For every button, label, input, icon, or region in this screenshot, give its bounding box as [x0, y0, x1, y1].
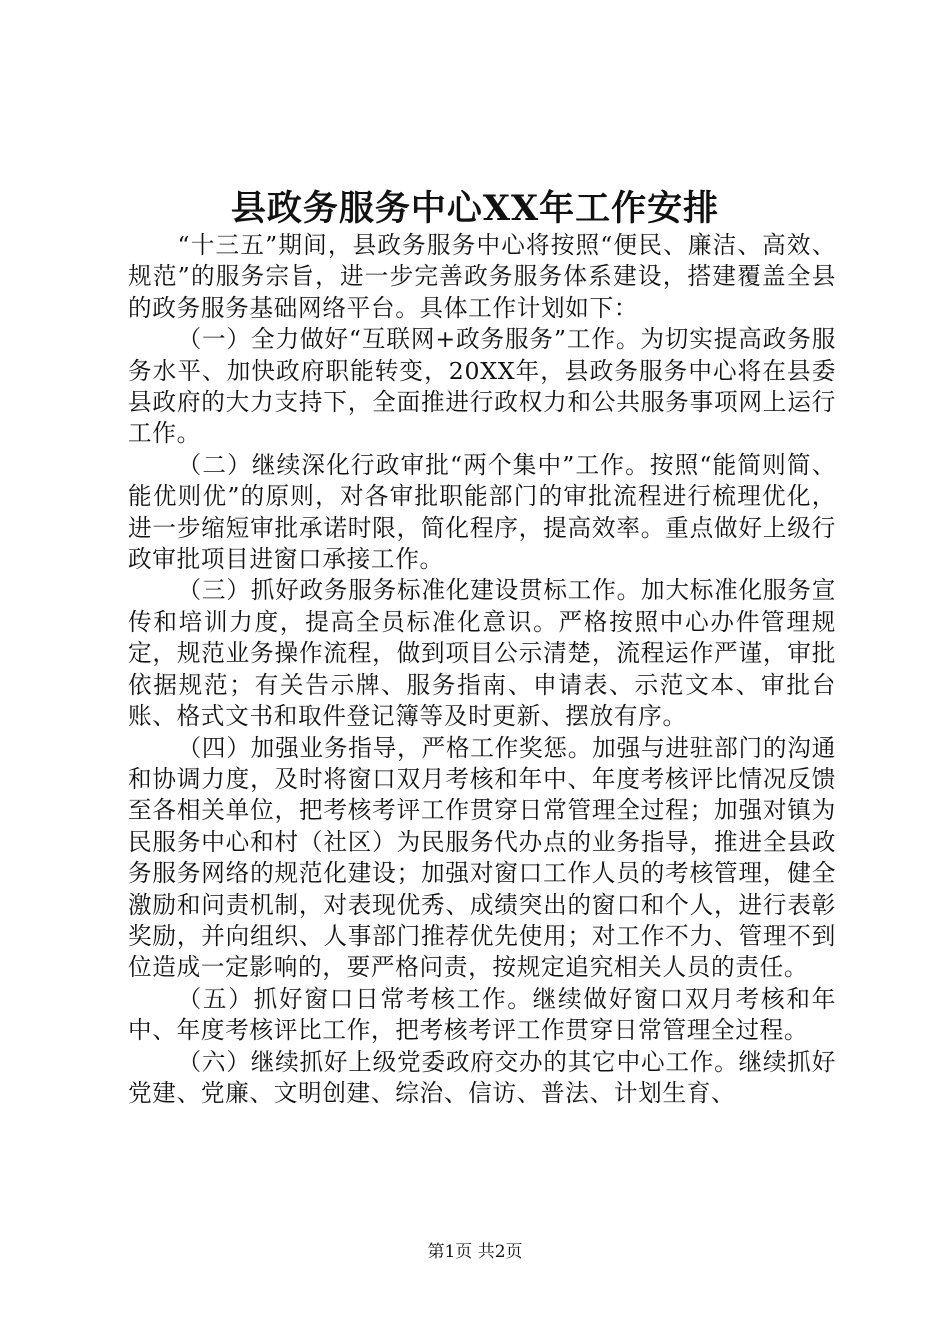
section-paragraph-6: （六）继续抓好上级党委政府交办的其它中心工作。继续抓好党建、党廉、文明创建、综治、信访、普法、计划生育、 [128, 1047, 836, 1107]
section-paragraph-4: （四）加强业务指导，严格工作奖惩。加强与进驻部门的沟通和协调力度，及时将窗口双月考核和年中、年度考核评比情况反馈至各相关单位，把考核考评工作贯穿日常管理全过程；加强对镇为民服务中心和村（社区）为民服务代办点的业务指导，推进全县政务服务网络的规范化建设；加强对窗口工作人员的考核管理，健全激励和问责机制，对表现优秀、成绩突出的窗口和个人，进行表彰奖励，并向组织、人事部门推荐优先使用；对工作不力、管理不到位造成一定影响的，要严格问责，按规定追究相关人员的责任。 [128, 733, 836, 982]
page-number-footer: 第1页 共2页 [427, 1242, 523, 1262]
section-paragraph-5: （五）抓好窗口日常考核工作。继续做好窗口双月考核和年中、年度考核评比工作，把考核考评工作贯穿日常管理全过程。 [128, 984, 836, 1045]
document-body [128, 230, 836, 1109]
document-title: 县政务服务中心XX年工作安排 [230, 188, 720, 229]
section-paragraph-2: （二）继续深化行政审批“两个集中”工作。按照“能简则简、能优则优”的原则，对各审批职能部门的审批流程进行梳理优化，进一步缩短审批承诺时限，简化程序，提高效率。重点做好上级行政审批项目进窗口承接工作。 [128, 450, 836, 574]
section-paragraph-3: （三）抓好政务服务标准化建设贯标工作。加大标准化服务宣传和培训力度，提高全员标准化意识。严格按照中心办件管理规定，规范业务操作流程，做到项目公示清楚，流程运作严谨，审批依据规范；有关告示牌、服务指南、申请表、示范文本、审批台账、格式文书和取件登记簿等及时更新、摆放有序。 [128, 576, 836, 731]
intro-paragraph: “十三五”期间，县政务服务中心将按照“便民、廉洁、高效、规范”的服务宗旨，进一步完善政务服务体系建设，搭建覆盖全县的政务服务基础网络平台。具体工作计划如下： [128, 231, 836, 322]
section-paragraph-1: （一）全力做好“互联网+政务服务”工作。为切实提高政务服务水平、加快政府职能转变，20XX年，县政务服务中心将在县委县政府的大力支持下，全面推进行政权力和公共服务事项网上运行工作。 [128, 325, 836, 448]
